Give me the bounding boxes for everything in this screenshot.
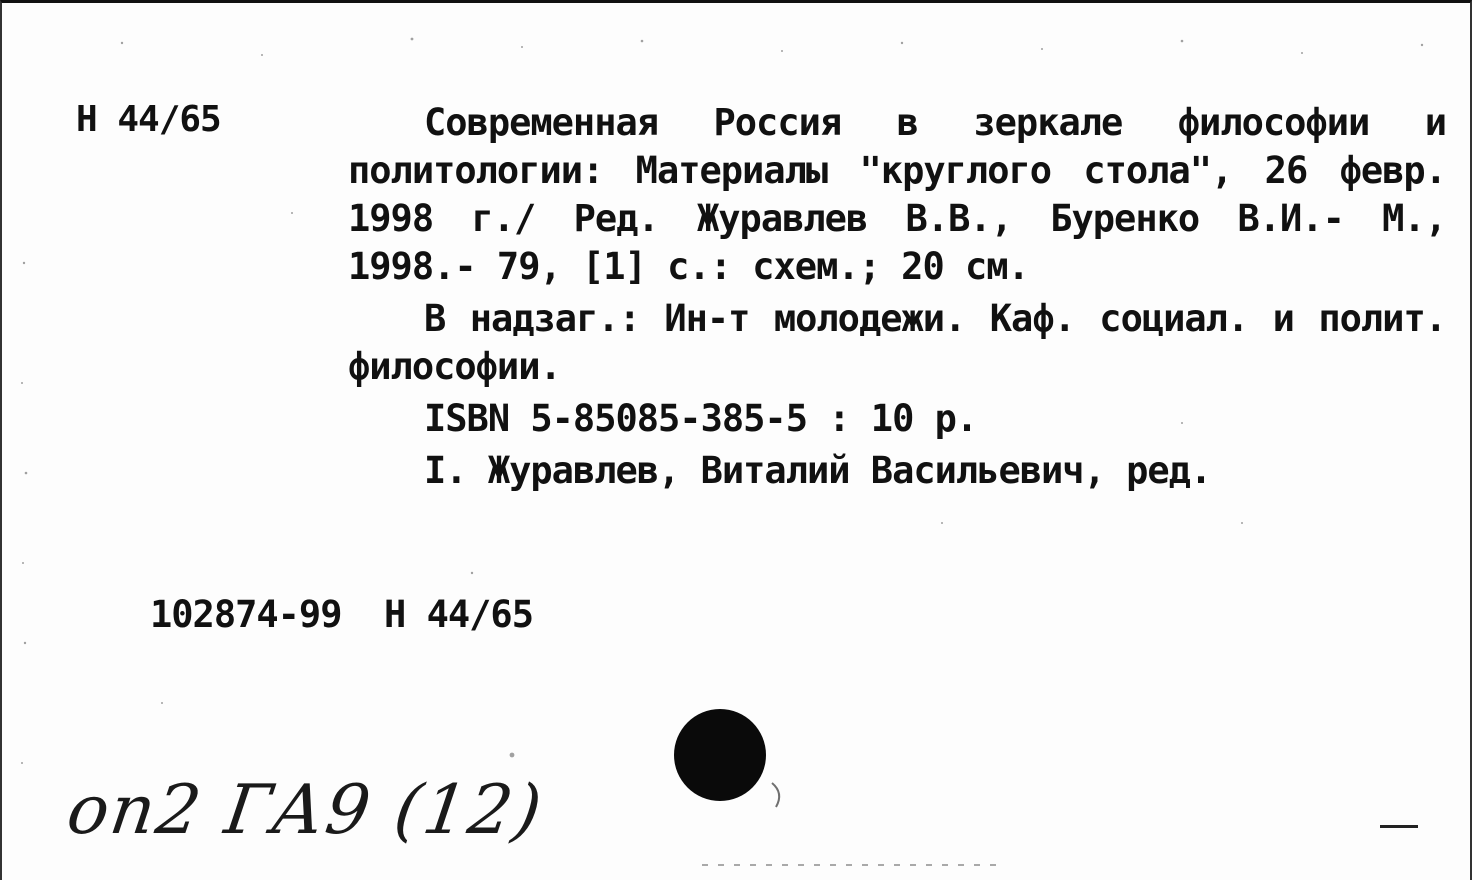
title-paragraph: Современная Россия в зеркале философии и политологии: Материалы "круглого стола", 26 февр. 1998 г./ Ред. Журавлев В.В., Буренко В.И.- М., 1998.- 79, [1] с.: схем.; 20 см. xyxy=(348,101,1446,288)
bibliographic-description xyxy=(348,99,1446,495)
shelfmark: Н 44/65 xyxy=(76,99,221,140)
punch-hole xyxy=(674,709,766,801)
footer-shelfmark: Н 44/65 xyxy=(384,593,533,636)
handwritten-note: оп2 ГА9 (12) xyxy=(62,771,549,850)
note-paragraph: В надзаг.: Ин-т молодежи. Каф. социал. и полит. философии. xyxy=(348,297,1446,388)
pencil-dash xyxy=(1380,825,1418,828)
accession-number: 102874-99 xyxy=(150,593,342,636)
added-entry-line: I. Журавлев, Виталий Васильевич, ред. xyxy=(424,449,1212,492)
isbn-line: ISBN 5-85085-385-5 : 10 р. xyxy=(424,397,978,440)
footer-line xyxy=(150,593,533,636)
